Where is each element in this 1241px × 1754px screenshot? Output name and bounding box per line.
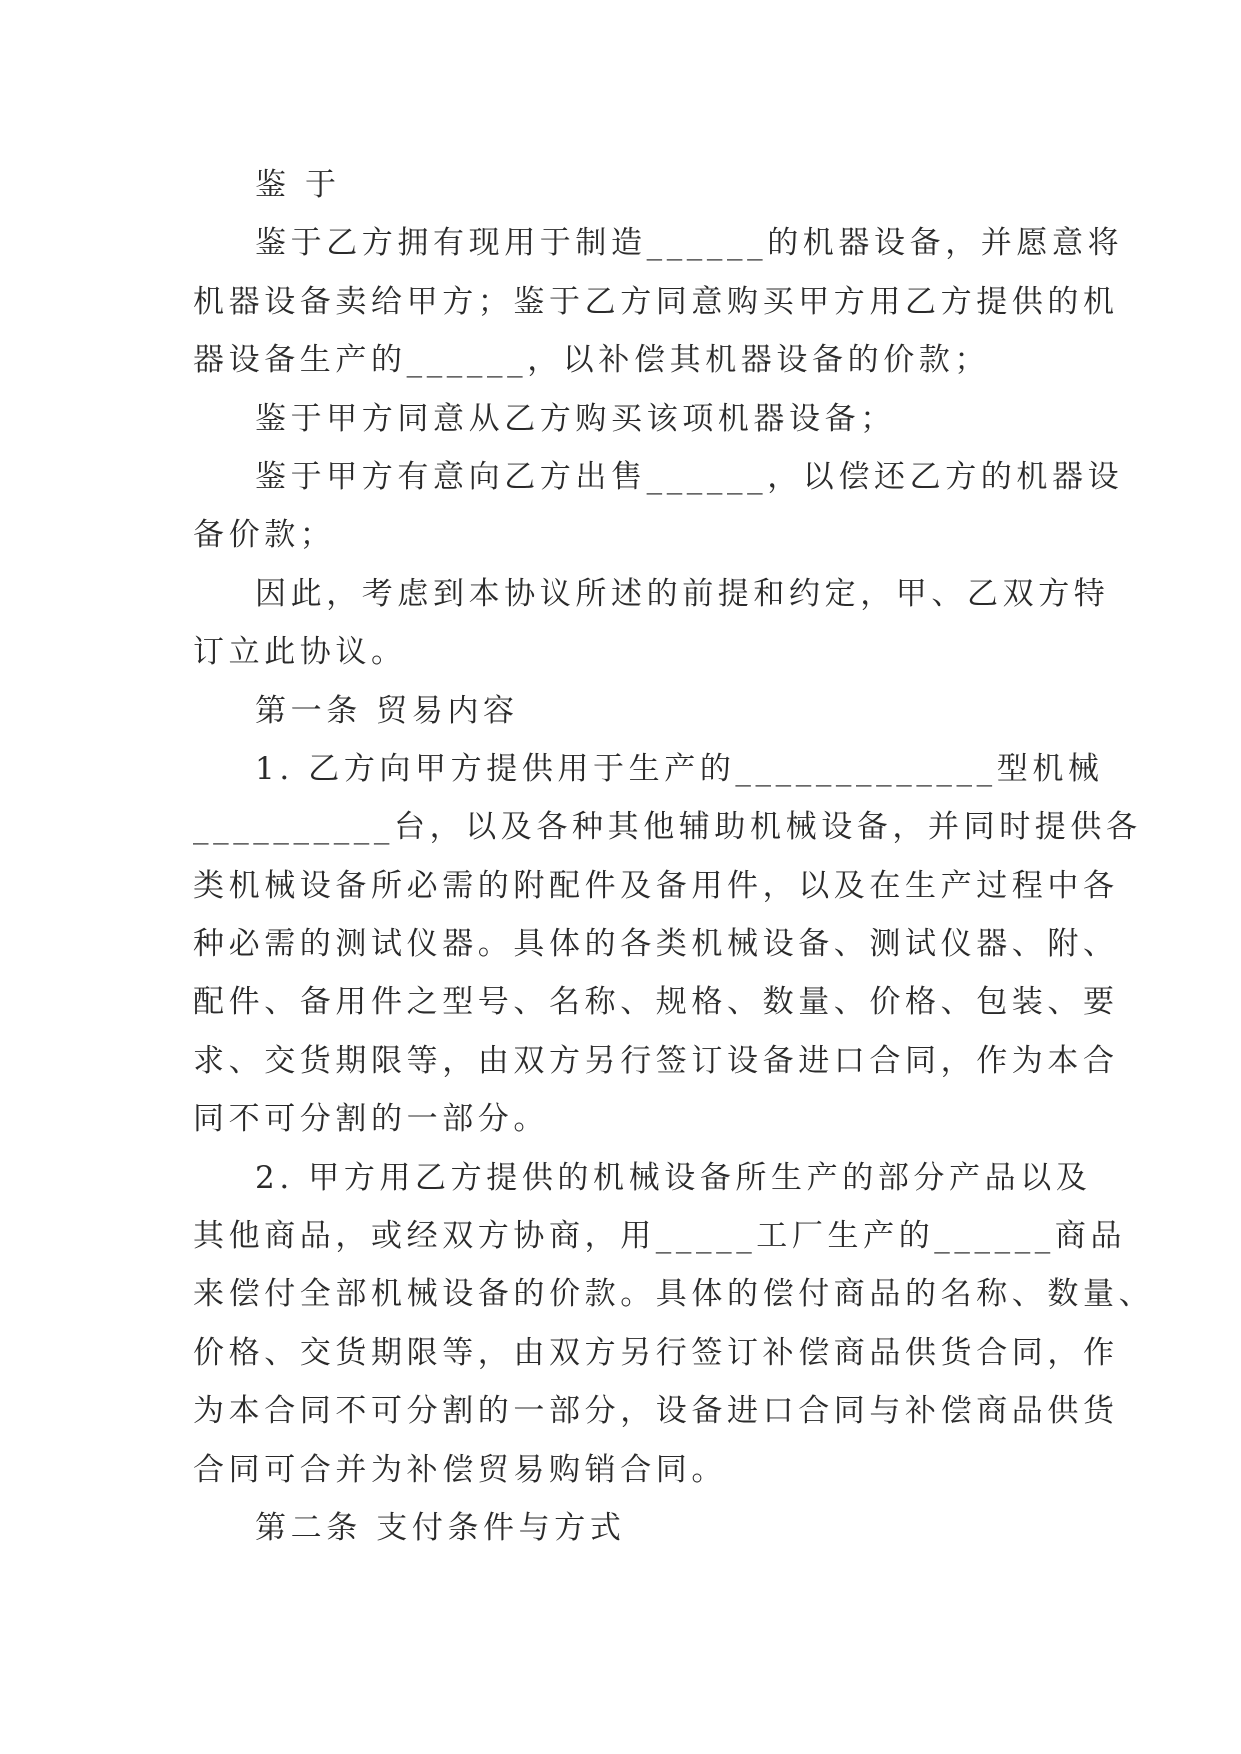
- paragraph-line: 求、交货期限等，由双方另行签订设备进口合同，作为本合: [193, 1042, 1119, 1079]
- paragraph-line: 来偿付全部机械设备的价款。具体的偿付商品的名称、数量、: [193, 1276, 1155, 1313]
- article-2-heading: 第二条 支付条件与方式: [255, 1509, 626, 1546]
- paragraph-line: 其他商品，或经双方协商，用_____工厂生产的______商品: [193, 1218, 1127, 1255]
- paragraph-line: 合同可合并为补偿贸易购销合同。: [193, 1451, 727, 1488]
- paragraph-line: 类机械设备所必需的附配件及备用件，以及在生产过程中各: [193, 867, 1119, 904]
- paragraph-line: 同不可分割的一部分。: [193, 1101, 549, 1138]
- paragraph-line: 器设备生产的______，以补偿其机器设备的价款；: [193, 342, 990, 379]
- article-1-heading: 第一条 贸易内容: [255, 692, 519, 729]
- paragraph-line: 配件、备用件之型号、名称、规格、数量、价格、包装、要: [193, 984, 1119, 1021]
- paragraph-line: 鉴于甲方同意从乙方购买该项机器设备；: [255, 400, 896, 437]
- paragraph-line: 订立此协议。: [193, 634, 407, 671]
- paragraph-line: 鉴于甲方有意向乙方出售______，以偿还乙方的机器设: [255, 458, 1124, 495]
- paragraph-line: 种必需的测试仪器。具体的各类机械设备、测试仪器、附、: [193, 926, 1119, 963]
- paragraph-line: 1. 乙方向甲方提供用于生产的_____________型机械: [255, 750, 1104, 787]
- paragraph-line: 因此，考虑到本协议所述的前提和约定，甲、乙双方特: [255, 575, 1110, 612]
- paragraph-line: 为本合同不可分割的一部分，设备进口合同与补偿商品供货: [193, 1393, 1119, 1430]
- paragraph-line: 备价款；: [193, 517, 336, 554]
- paragraph-line: 价格、交货期限等，由双方另行签订补偿商品供货合同，作: [193, 1334, 1119, 1371]
- preamble-heading: 鉴 于: [255, 167, 341, 203]
- paragraph-line: 鉴于乙方拥有现用于制造______的机器设备，并愿意将: [255, 225, 1124, 262]
- contract-text-body: [193, 156, 1155, 1557]
- paragraph-line: __________台，以及各种其他辅助机械设备，并同时提供各: [193, 809, 1142, 846]
- paragraph-line: 机器设备卖给甲方；鉴于乙方同意购买甲方用乙方提供的机: [193, 283, 1119, 320]
- paragraph-line: 2. 甲方用乙方提供的机械设备所生产的部分产品以及: [255, 1159, 1092, 1196]
